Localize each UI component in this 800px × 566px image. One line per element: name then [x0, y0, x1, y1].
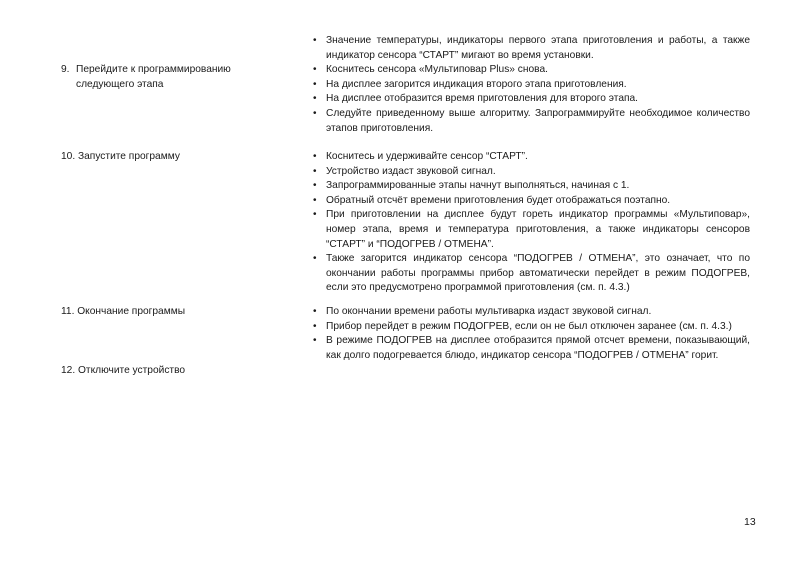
step-9-heading	[61, 63, 291, 92]
bullet-icon: •	[313, 151, 317, 162]
bullet-icon: •	[313, 35, 317, 46]
step-10-bullet-list	[313, 150, 750, 296]
list-item: • Устройство издаст звуковой сигнал.	[313, 165, 750, 180]
list-item: • На дисплее загорится индикация второго этапа приготовления.	[313, 78, 750, 93]
step-11-heading: 11. Окончание программы	[61, 306, 186, 317]
bullet-icon: •	[313, 180, 317, 192]
list-item: • Коснитесь и удерживайте сенсор “СТАРТ”.	[313, 150, 750, 165]
list-item: • Прибор перейдет в режим ПОДОГРЕВ, если он не был отключен заранее (см. п. 4.3.)	[313, 320, 750, 335]
list-item: • На дисплее отобразится время приготовления для второго этапа.	[313, 92, 750, 107]
bullet-icon: •	[313, 320, 317, 332]
list-item: • Обратный отсчёт времени приготовления будет отображаться поэтапно.	[313, 194, 750, 209]
bullet-icon: •	[313, 93, 317, 105]
list-item: • Следуйте приведенному выше алгоритму. Запрограммируйте необходимое количество этапов приготовления.	[313, 107, 750, 134]
list-item: • По окончании времени работы мультиварка издаст звуковой сигнал.	[313, 305, 750, 320]
list-item: • При приготовлении на дисплее будут гореть индикатор программы «Мультиповар», номер этапа, время и температура приготовления, а также индикаторы сенсоров “СТАРТ” и “ПОДОГРЕВ / ОТМЕНА”.	[313, 209, 750, 250]
page-number: 13	[744, 516, 756, 528]
list-item: • Запрограммированные этапы начнут выполняться, начиная с 1.	[313, 179, 750, 194]
step-9-label-line2: следующего этапа	[76, 78, 164, 90]
step-9-label-line1: Перейдите к программированию	[76, 64, 231, 75]
bullet-icon: •	[313, 64, 317, 76]
list-item: • Также загорится индикатор сенсора “ПОДОГРЕВ / ОТМЕНА”, это означает, что по окончании работы программы прибор автоматически перейдет в режим ПОДОГРЕВ, если это предусмотрено программой приготовления (см. п. 4.3.)	[313, 253, 750, 294]
bullet-icon: •	[313, 209, 317, 221]
bullet-icon: •	[313, 194, 317, 206]
step-number: 9.	[61, 64, 70, 75]
bullet-icon: •	[313, 253, 317, 265]
bullet-icon: •	[313, 165, 317, 177]
bullet-icon: •	[313, 78, 317, 90]
step-10-heading: 10. Запустите программу	[61, 151, 180, 162]
list-item: • В режиме ПОДОГРЕВ на дисплее отобразится прямой отсчет времени, показывающий, как долго подогревается блюдо, индикатор сенсора “ПОДОГРЕВ / ОТМЕНА” горит.	[313, 335, 750, 361]
list-item: • Значение температуры, индикаторы первого этапа приготовления и работы, а также индикатор сенсора “СТАРТ” мигают во время установки.	[313, 35, 750, 61]
bullet-icon: •	[313, 107, 317, 119]
bullet-icon: •	[313, 335, 317, 347]
step-11-bullet-list	[313, 305, 750, 363]
bullet-icon: •	[313, 306, 317, 317]
step-9-bullet-list	[313, 34, 750, 136]
step-12-heading: 12. Отключите устройство	[61, 365, 186, 376]
list-item: • Коснитесь сенсора «Мультиповар Plus» снова.	[313, 63, 750, 78]
